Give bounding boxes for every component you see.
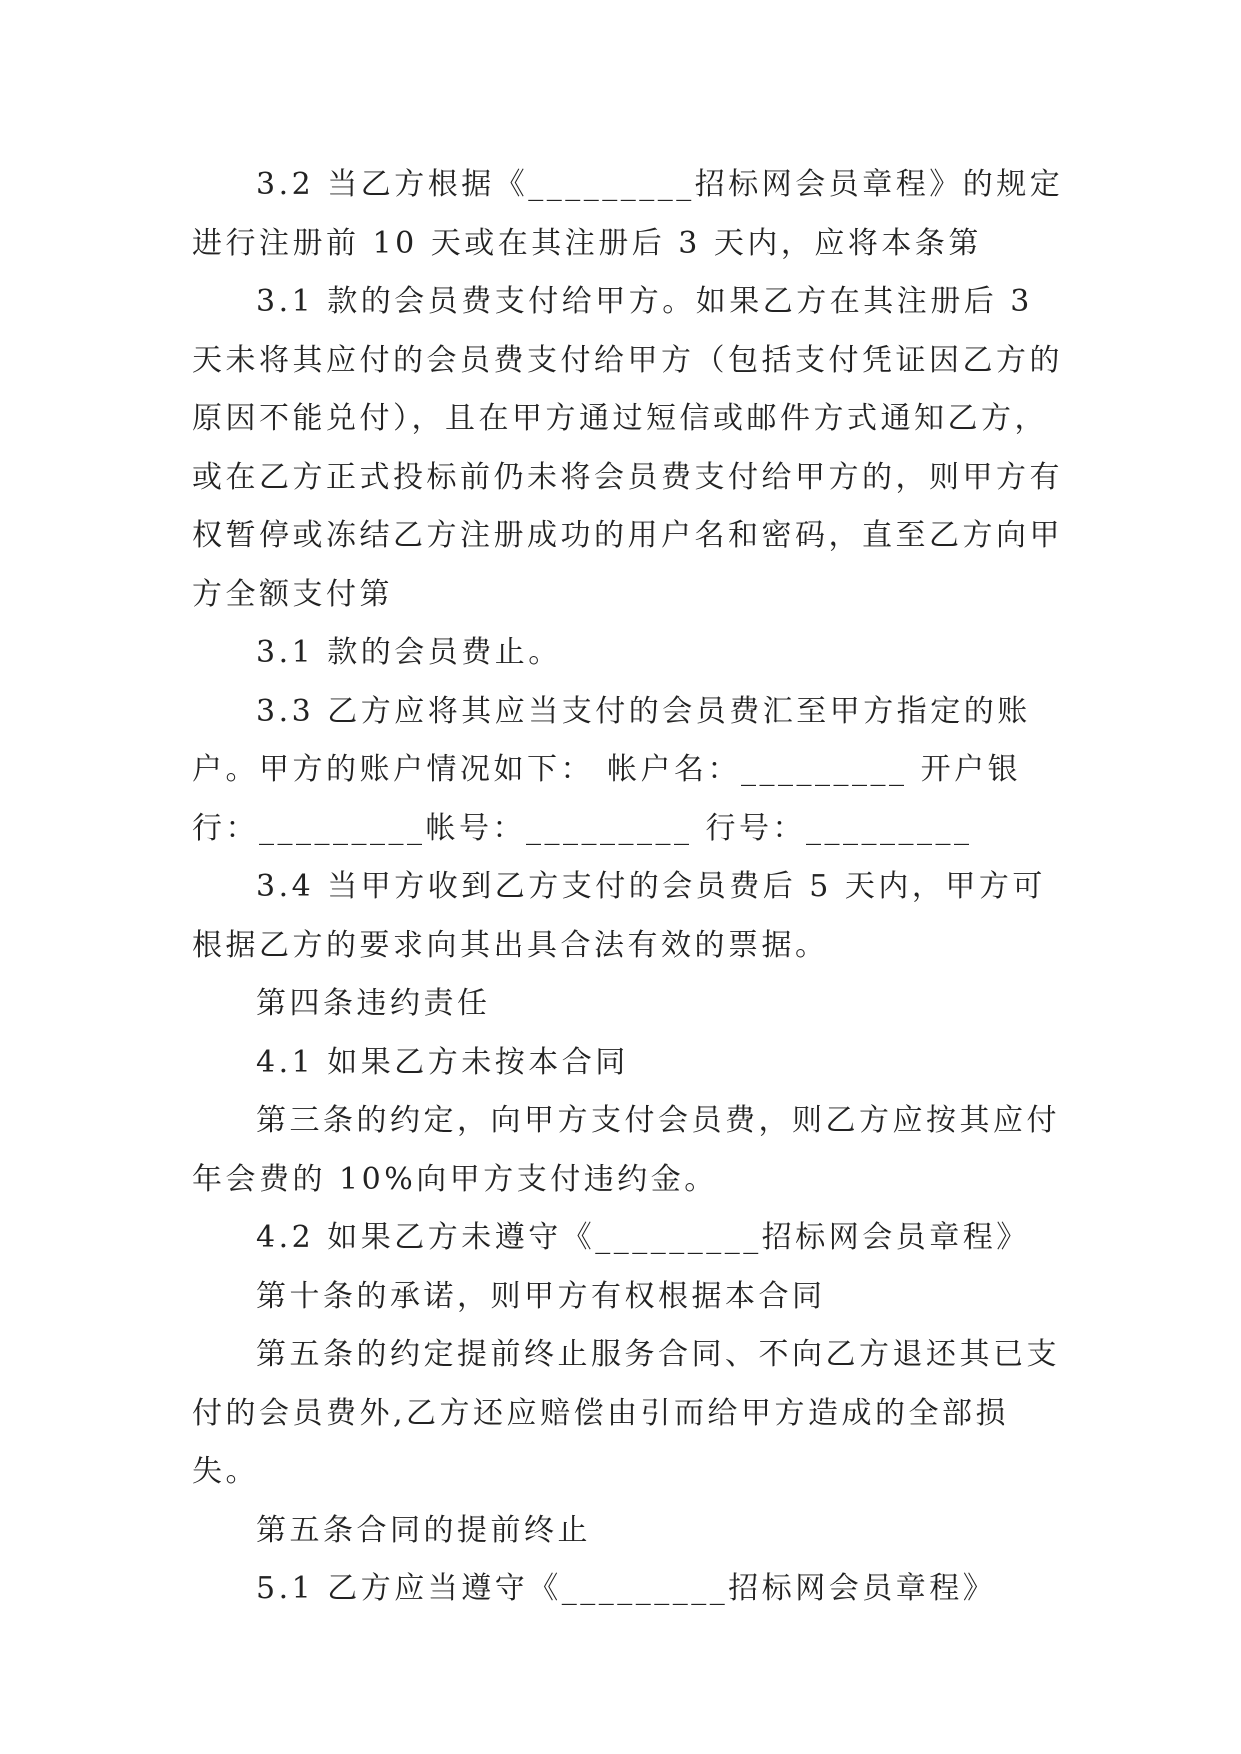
paragraph-article-10-ref: 第十条的承诺，则甲方有权根据本合同 xyxy=(256,1278,826,1314)
paragraph-5-1: 5.1 乙方应当遵守《_________招标网会员章程》 xyxy=(256,1571,997,1606)
heading-article-4: 第四条违约责任 xyxy=(256,986,491,1021)
paragraph-3-3: 3.3 乙方应将其应当支付的会员费汇至甲方指定的账户。甲方的账户情况如下： 帐户名：_________ 开户银行：_________帐号：_________ 行号：_________ xyxy=(192,693,1031,846)
document-body xyxy=(192,156,1072,1619)
paragraph-article-5-ref: 第五条的约定提前终止服务合同、不向乙方退还其已支付的会员费外,乙方还应赔偿由引而给甲方造成的全部损失。 xyxy=(192,1337,1060,1489)
paragraph-4-1: 4.1 如果乙方未按本合同 xyxy=(256,1044,629,1080)
paragraph-3-1-payment: 3.1 款的会员费支付给甲方。如果乙方在其注册后 3 天未将其应付的会员费支付给甲方（包括支付凭证因乙方的原因不能兑付），且在甲方通过短信或邮件方式通知乙方，或在乙方正式投标前仍未将会员费支付给甲方的，则甲方有权暂停或冻结乙方注册成功的用户名和密码，直至乙方向甲方全额支付第 xyxy=(192,284,1063,612)
paragraph-3-4: 3.4 当甲方收到乙方支付的会员费后 5 天内，甲方可根据乙方的要求向其出具合法有效的票据。 xyxy=(192,869,1046,963)
paragraph-3-2: 3.2 当乙方根据《_________招标网会员章程》的规定进行注册前 10 天或在其注册后 3 天内，应将本条第 xyxy=(192,167,1064,261)
paragraph-article-3-ref: 第三条的约定，向甲方支付会员费，则乙方应按其应付年会费的 10%向甲方支付违约金。 xyxy=(192,1103,1060,1197)
paragraph-4-2: 4.2 如果乙方未遵守《_________招标网会员章程》 xyxy=(256,1220,1030,1255)
paragraph-3-1-end: 3.1 款的会员费止。 xyxy=(256,635,562,670)
heading-article-5: 第五条合同的提前终止 xyxy=(256,1512,591,1548)
